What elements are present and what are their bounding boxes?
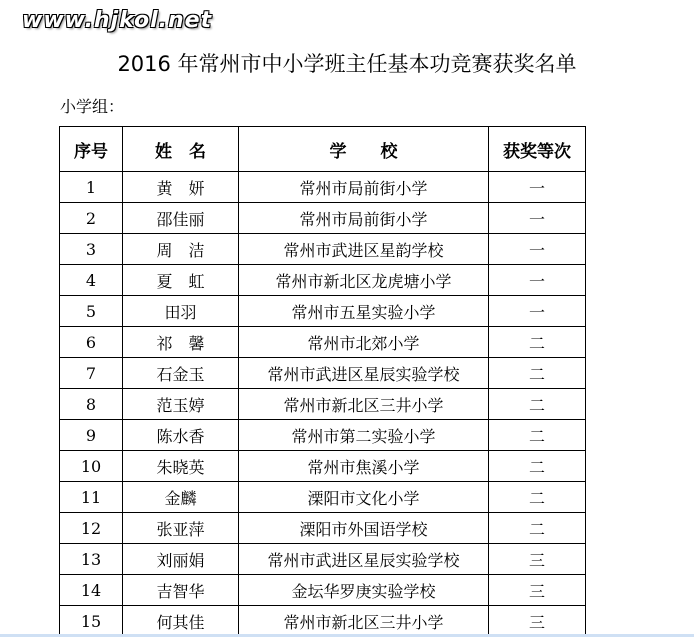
cell-name: 何其佳	[123, 606, 239, 637]
header-name: 姓 名	[123, 127, 239, 172]
cell-award: 二	[489, 327, 586, 358]
cell-index: 12	[60, 513, 123, 544]
cell-award: 二	[489, 513, 586, 544]
watermark-text: www.hjkol.net	[22, 8, 213, 33]
cell-name: 夏 虹	[123, 265, 239, 296]
cell-index: 11	[60, 482, 123, 513]
cell-index: 13	[60, 544, 123, 575]
cell-award: 一	[489, 265, 586, 296]
table-row	[60, 451, 586, 482]
cell-index: 9	[60, 420, 123, 451]
cell-name: 石金玉	[123, 358, 239, 389]
table-row	[60, 358, 586, 389]
cell-index: 7	[60, 358, 123, 389]
cell-name: 吉智华	[123, 575, 239, 606]
table-row	[60, 544, 586, 575]
cell-index: 8	[60, 389, 123, 420]
cell-school: 常州市五星实验小学	[239, 296, 489, 327]
cell-index: 4	[60, 265, 123, 296]
cell-school: 金坛华罗庚实验学校	[239, 575, 489, 606]
cell-school: 常州市新北区三井小学	[239, 606, 489, 637]
cell-award: 一	[489, 234, 586, 265]
header-school: 学 校	[239, 127, 489, 172]
cell-name: 金麟	[123, 482, 239, 513]
cell-name: 张亚萍	[123, 513, 239, 544]
table-row	[60, 389, 586, 420]
group-label: 小学组：	[60, 97, 125, 116]
cell-index: 10	[60, 451, 123, 482]
cell-index: 15	[60, 606, 123, 637]
cell-school: 常州市新北区三井小学	[239, 389, 489, 420]
cell-name: 祁 馨	[123, 327, 239, 358]
cell-award: 二	[489, 451, 586, 482]
cell-name: 黄 妍	[123, 172, 239, 203]
cell-school: 常州市新北区龙虎塘小学	[239, 265, 489, 296]
table-row	[60, 265, 586, 296]
cell-name: 刘丽娟	[123, 544, 239, 575]
cell-award: 三	[489, 606, 586, 637]
cell-school: 溧阳市文化小学	[239, 482, 489, 513]
cell-school: 常州市第二实验小学	[239, 420, 489, 451]
cell-award: 二	[489, 358, 586, 389]
cell-school: 常州市焦溪小学	[239, 451, 489, 482]
cell-index: 1	[60, 172, 123, 203]
cell-index: 6	[60, 327, 123, 358]
table-row	[60, 203, 586, 234]
cell-name: 田羽	[123, 296, 239, 327]
cell-school: 常州市局前街小学	[239, 203, 489, 234]
award-table	[59, 126, 586, 637]
cell-name: 邵佳丽	[123, 203, 239, 234]
cell-award: 三	[489, 575, 586, 606]
table-row	[60, 296, 586, 327]
cell-award: 一	[489, 203, 586, 234]
cell-name: 陈水香	[123, 420, 239, 451]
cell-index: 5	[60, 296, 123, 327]
document-title: 2016 年常州市中小学班主任基本功竞赛获奖名单	[117, 52, 577, 76]
cell-school: 常州市武进区星辰实验学校	[239, 544, 489, 575]
cell-school: 常州市北郊小学	[239, 327, 489, 358]
table-row	[60, 420, 586, 451]
table-row	[60, 575, 586, 606]
cell-award: 三	[489, 544, 586, 575]
cell-award: 一	[489, 172, 586, 203]
cell-school: 常州市武进区星辰实验学校	[239, 358, 489, 389]
cell-name: 朱晓英	[123, 451, 239, 482]
cell-index: 2	[60, 203, 123, 234]
cell-school: 溧阳市外国语学校	[239, 513, 489, 544]
table-row	[60, 513, 586, 544]
header-award: 获奖等次	[489, 127, 586, 172]
table-row	[60, 172, 586, 203]
cell-award: 一	[489, 296, 586, 327]
cell-index: 14	[60, 575, 123, 606]
cell-index: 3	[60, 234, 123, 265]
table-row	[60, 327, 586, 358]
cell-name: 范玉婷	[123, 389, 239, 420]
cell-award: 二	[489, 420, 586, 451]
cell-name: 周 洁	[123, 234, 239, 265]
table-row	[60, 234, 586, 265]
cell-school: 常州市局前街小学	[239, 172, 489, 203]
cell-award: 二	[489, 389, 586, 420]
table-header-row	[60, 127, 586, 172]
cell-school: 常州市武进区星韵学校	[239, 234, 489, 265]
table-row	[60, 482, 586, 513]
header-index: 序号	[60, 127, 123, 172]
cell-award: 二	[489, 482, 586, 513]
table-body	[60, 172, 586, 637]
table-row	[60, 606, 586, 637]
